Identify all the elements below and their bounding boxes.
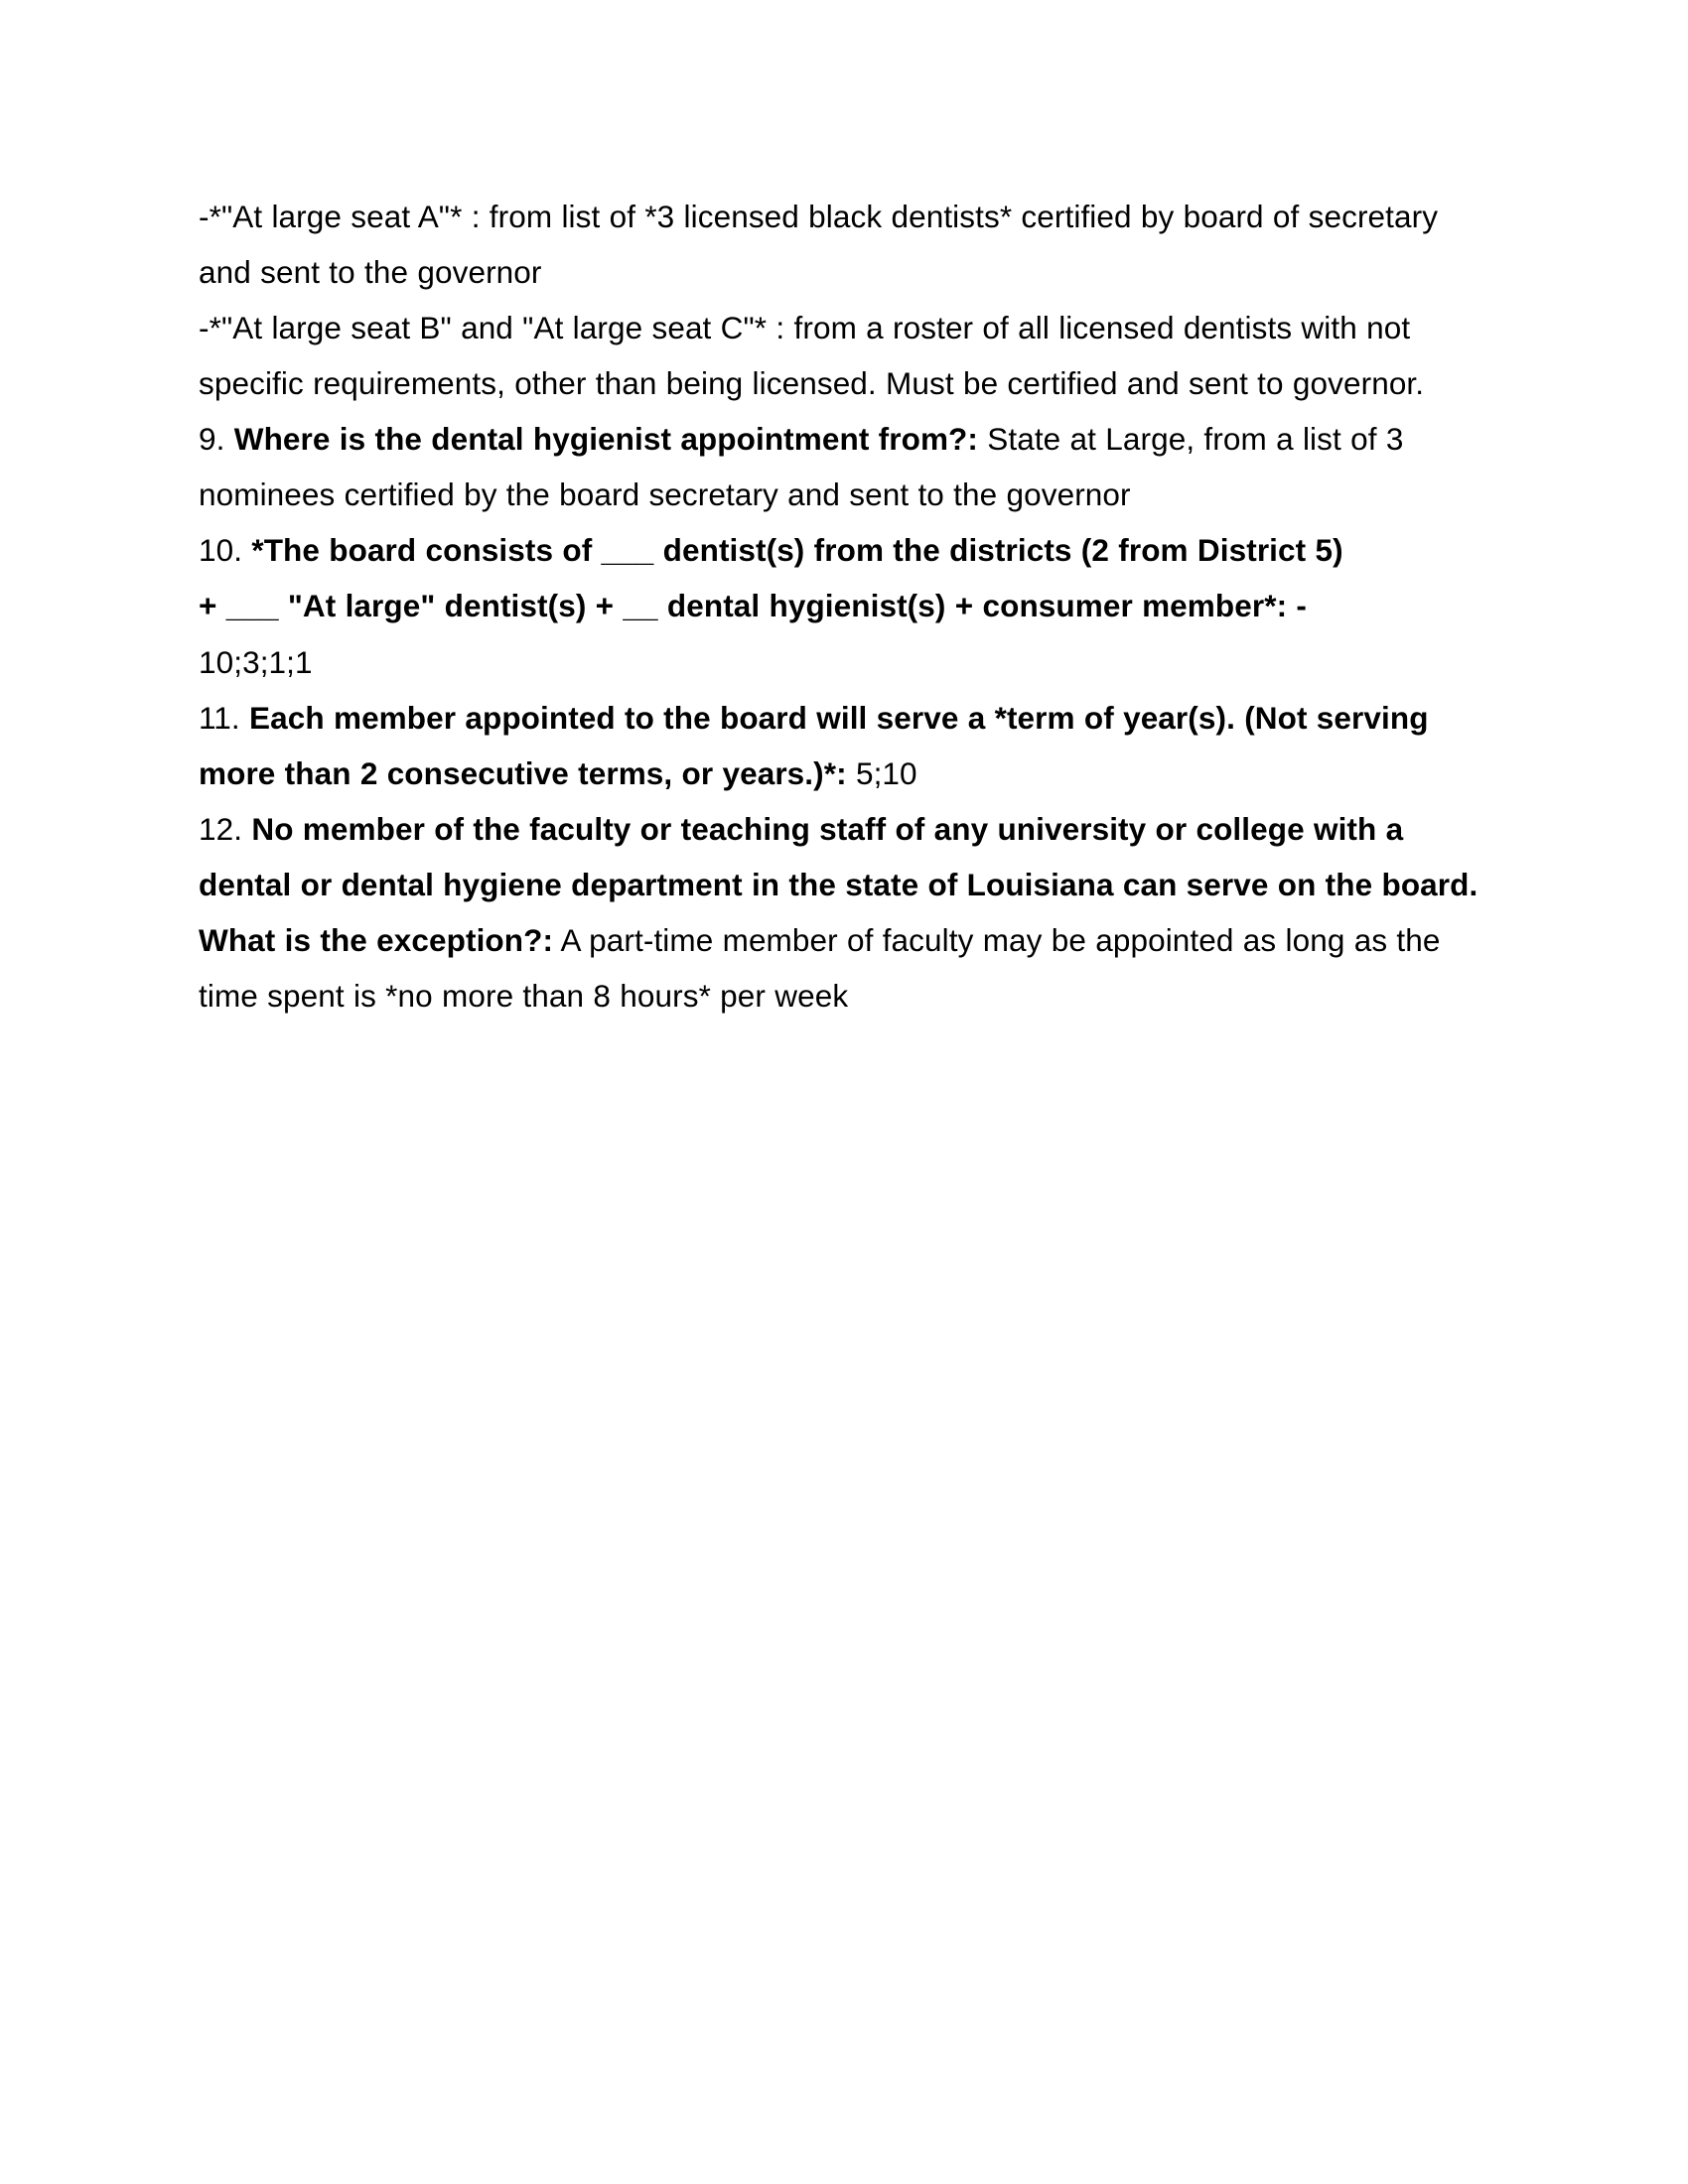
bold-run-item-10-1: *The board consists of ___ dentist(s) from the districts (2 from District 5) [251,532,1343,569]
text-run-item-9-2: State at Large, from a list of 3 nominees certified by the board secretary and sent to the governor [199,421,1404,513]
bold-run-item-10-cont-0: + ___ "At large" dentist(s) + __ dental hygienist(s) + consumer member*: - [199,588,1308,624]
text-run-item-12-2: A part-time member of faculty may be appointed as long as the time spent is *no more than 8 hours* per week [199,921,1441,1014]
paragraph-item-10-answer [199,634,1489,690]
text-run-item-9-0: 9. [199,421,234,458]
bold-run-item-12-1: No member of the faculty or teaching staff of any university or college with a dental or dental hygiene department in the state of Louisiana can serve on the board. What is the exception?: [199,810,1478,958]
paragraph-seat-b-c [199,300,1489,411]
text-run-item-12-0: 12. [199,810,252,847]
bold-run-item-9-1: Where is the dental hygienist appointment from?: [233,421,978,458]
document-body [199,189,1489,1024]
paragraph-item-10 [199,522,1489,578]
text-run-item-10-0: 10. [199,532,252,569]
text-run-item-11-0: 11. [199,699,250,736]
text-run-item-10-answer-0: 10;3;1;1 [199,643,313,680]
text-run-seat-b-c-0: -*"At large seat B" and "At large seat C"* : from a roster of all licensed dentists with not specific requirements, other than being licensed. Must be certified and sent to governor. [199,310,1425,402]
text-run-seat-a-0: -*"At large seat A"* : from list of *3 licensed black dentists* certified by board of secretary and sent to the governor [199,199,1439,291]
paragraph-item-12 [199,801,1489,1024]
paragraph-seat-a [199,189,1489,300]
text-run-item-11-2: 5;10 [846,754,917,791]
paragraph-item-11 [199,690,1489,801]
paragraph-item-9 [199,411,1489,522]
bold-run-item-11-1: Each member appointed to the board will serve a *term of year(s). (Not serving more than 2 consecutive terms, or years.)*: [199,699,1429,791]
paragraph-item-10-cont [199,578,1489,633]
